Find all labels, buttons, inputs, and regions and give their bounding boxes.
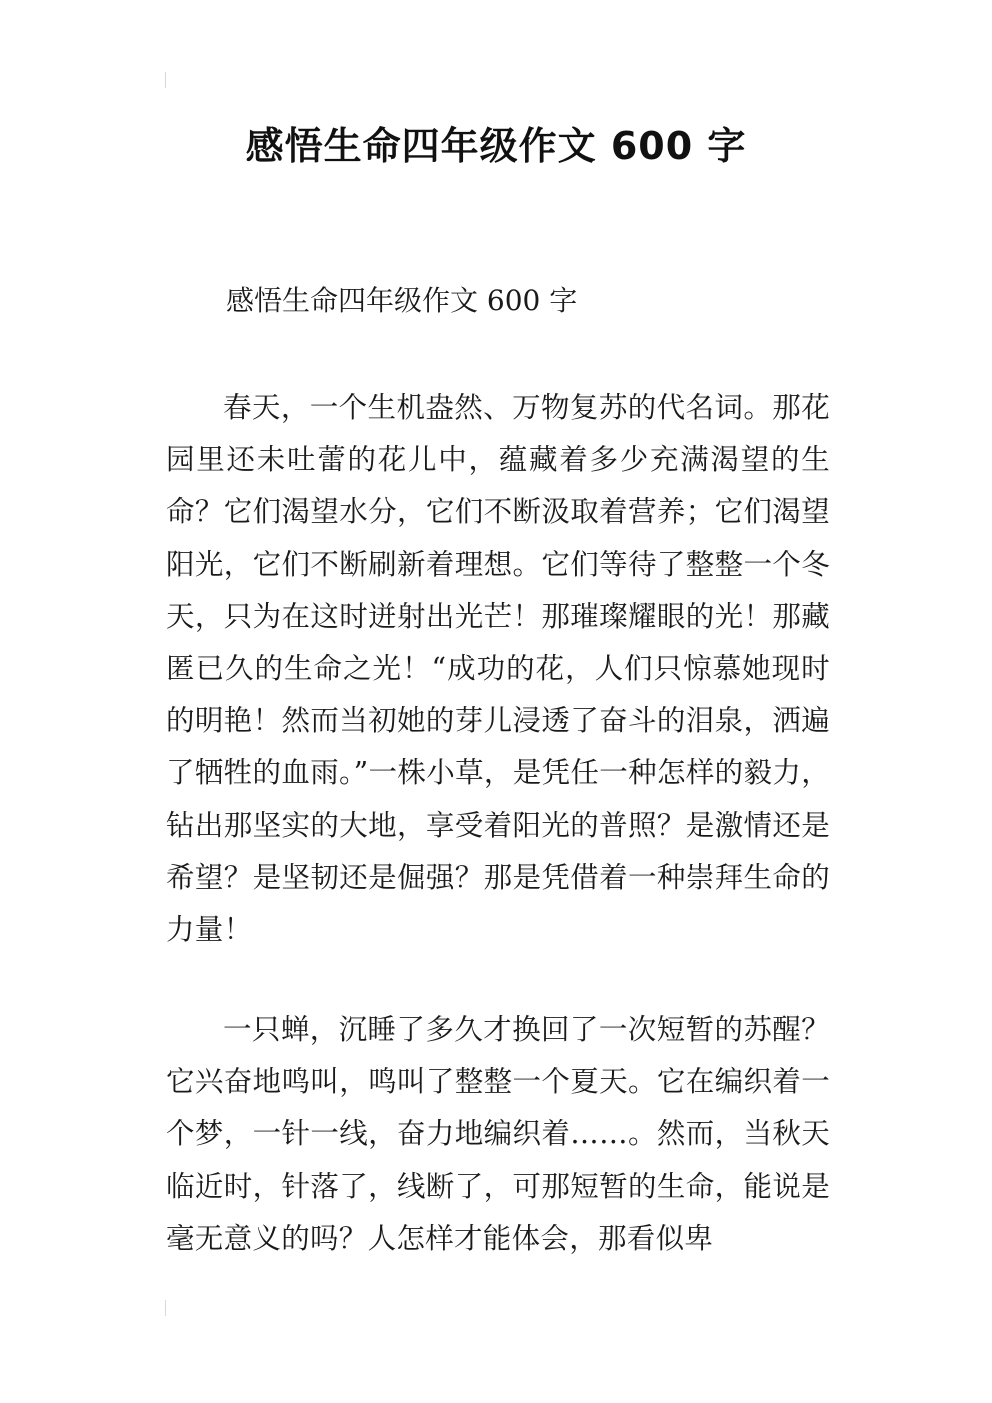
paragraph: 一只蝉，沉睡了多久才换回了一次短暂的苏醒？它兴奋地鸣叫，鸣叫了整整一个夏天。它在编织着一个梦，一针一线，奋力地编织着……。然而，当秋天临近时，针落了，线断了，可那短暂的生命，能说是毫无意义的吗？人怎样才能体会，那看似卑 xyxy=(166,1013,830,1255)
page-corner-mark-bottom xyxy=(165,1300,166,1316)
document-subtitle: 感悟生命四年级作文 600 字 xyxy=(226,284,578,317)
paragraph-block-2 xyxy=(166,1004,830,1265)
paragraph-block-1 xyxy=(166,382,830,956)
page-corner-mark-top xyxy=(165,72,166,88)
paragraph: 春天，一个生机盎然、万物复苏的代名词。那花园里还未吐蕾的花儿中，蕴藏着多少充满渴望的生命？它们渴望水分，它们不断汲取着营养；它们渴望阳光，它们不断刷新着理想。它们等待了整整一个冬天，只为在这时迸射出光芒！那璀璨耀眼的光！那藏匿已久的生命之光！“成功的花，人们只惊慕她现时的明艳！然而当初她的芽儿浸透了奋斗的泪泉，洒遍了牺牲的血雨。”一株小草，是凭任一种怎样的毅力，钻出那坚实的大地，享受着阳光的普照？是激情还是希望？是坚韧还是倔强？那是凭借着一种崇拜生命的力量！ xyxy=(166,391,830,947)
document-title: 感悟生命四年级作文 600 字 xyxy=(245,124,747,168)
